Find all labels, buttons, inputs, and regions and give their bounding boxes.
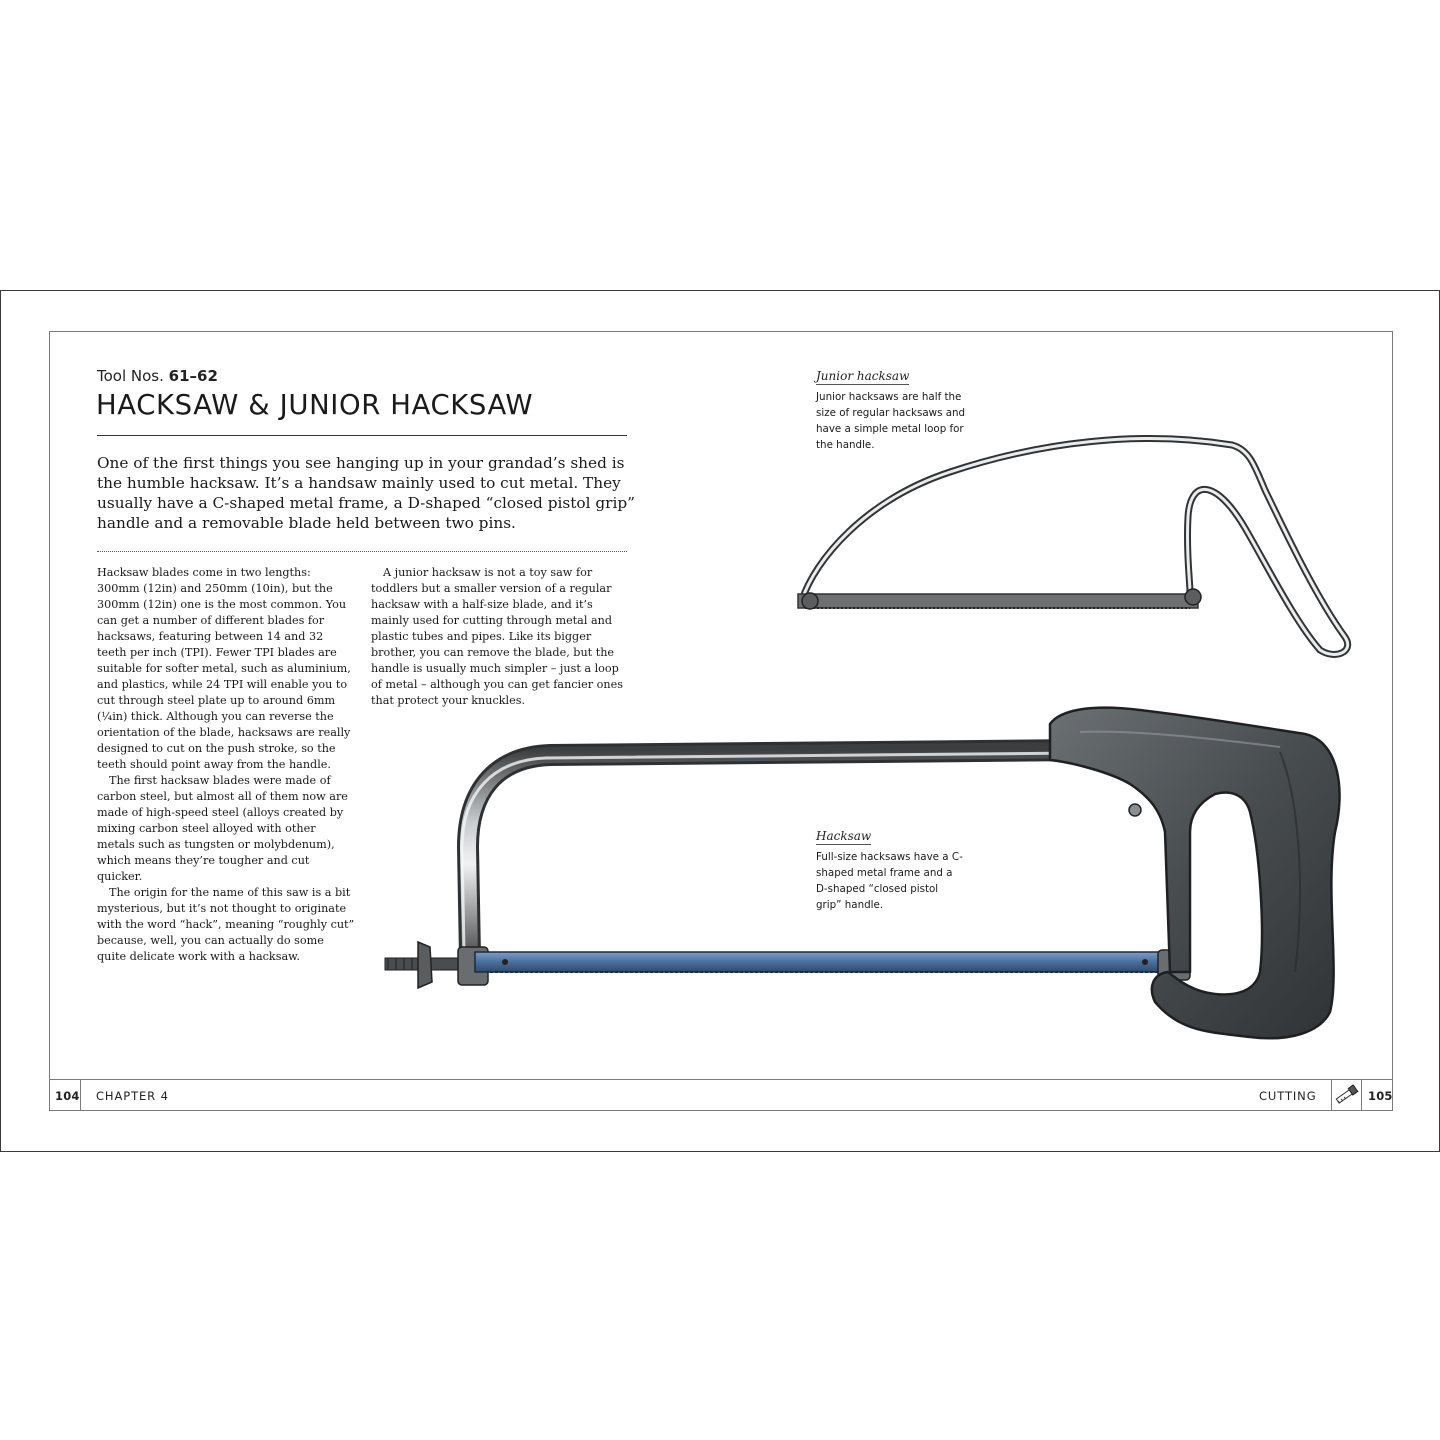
body-paragraph: The first hacksaw blades were made of carbon steel, but almost all of them now are made of high-speed steel (alloys created by mixing carbon steel alloyed with other metals such as tungsten or molybdenum), which means they’re tougher and cut quicker. bbox=[97, 774, 348, 883]
section-label: CUTTING bbox=[1259, 1089, 1317, 1103]
hacksaw-caption-title: Hacksaw bbox=[816, 829, 872, 843]
junior-hacksaw-caption-body: Junior hacksaws are half the size of regular hacksaws and have a simple metal loop for the handle. bbox=[816, 391, 966, 451]
footer-rule bbox=[50, 1079, 1392, 1080]
hacksaw-caption-body: Full-size hacksaws have a C-shaped metal frame and a D-shaped “closed pistol grip” handle. bbox=[816, 851, 963, 911]
saw-icon bbox=[1333, 1082, 1361, 1108]
junior-hacksaw-caption-title: Junior hacksaw bbox=[816, 369, 910, 383]
footer-separator bbox=[1331, 1079, 1332, 1110]
tool-numbers: Tool Nos. 61–62 bbox=[97, 367, 218, 385]
body-paragraph: Hacksaw blades come in two lengths: 300mm (12in) and 250mm (10in), but the 300mm (12in) one is the most common. You can get a number of different blades for hacksaws, featuring between 14 and 32 teeth per inch (TPI). Fewer TPI blades are suitable for softer metal, such as aluminium, and plastics, while 24 TPI will enable you to cut through steel plate up to around 6mm (¼in) thick. Although you can reverse the orientation of the blade, hacksaws are really designed to cut on the push stroke, so the teeth should point away from the handle. bbox=[97, 566, 351, 771]
page-title: HACKSAW & JUNIOR HACKSAW bbox=[96, 389, 534, 421]
book-spread bbox=[0, 290, 1440, 1152]
intro-paragraph: One of the first things you see hanging up in your grandad’s shed is the humble hacksaw. It’s a handsaw mainly used to cut metal. They usually have a C-shaped metal frame, a D-shaped “closed pistol grip” handle and a removable blade held between two pins. bbox=[97, 454, 635, 532]
body-paragraph: A junior hacksaw is not a toy saw for toddlers but a smaller version of a regular hacksaw with a half-size blade, and it’s mainly used for cutting through metal and plastic tubes and pipes. Like its bigger brother, you can remove the blade, but the handle is usually much simpler – just a loop of metal – although you can get fancier ones that protect your knuckles. bbox=[371, 566, 623, 707]
junior-hacksaw-illustration bbox=[798, 439, 1348, 655]
chapter-label: CHAPTER 4 bbox=[96, 1089, 169, 1103]
right-page-number: 105 bbox=[1368, 1089, 1393, 1103]
footer-separator bbox=[1361, 1079, 1362, 1110]
body-paragraph: The origin for the name of this saw is a bit mysterious, but it’s not thought to originate with the word “hack”, meaning “roughly cut” because, well, you can actually do some quite delicate work with a hacksaw. bbox=[97, 886, 355, 963]
page-frame bbox=[49, 331, 1393, 1111]
left-page-number: 104 bbox=[55, 1089, 80, 1103]
footer-separator bbox=[80, 1079, 81, 1110]
illustrations bbox=[50, 332, 1392, 1079]
